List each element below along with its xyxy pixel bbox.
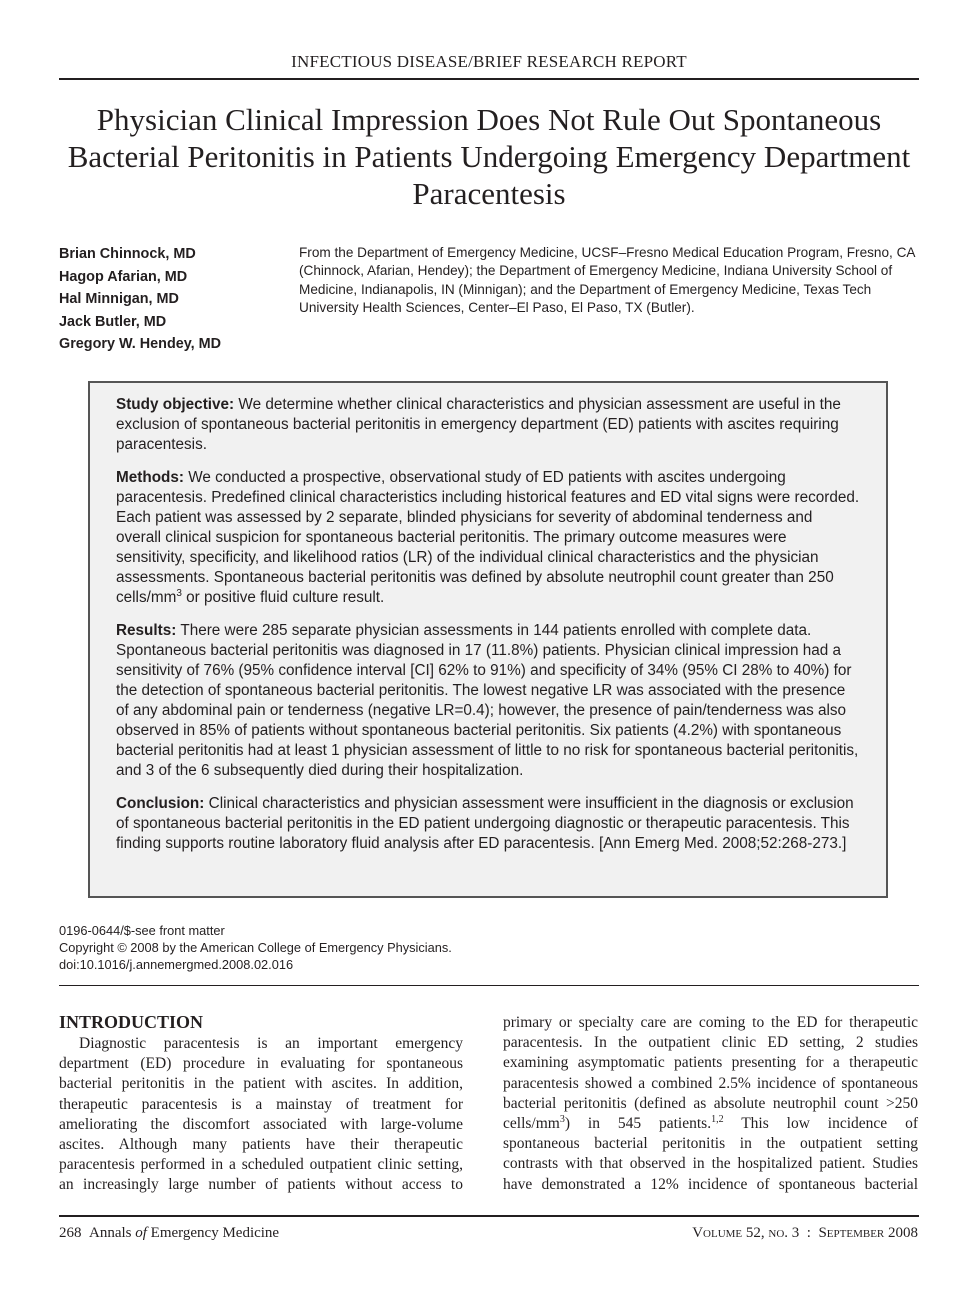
text-line: ascites. Although many patients have their therapeutic <box>59 1136 463 1154</box>
introduction-left-column <box>59 1034 463 1196</box>
issn-line: 0196-0644/$-see front matter <box>59 923 225 938</box>
doi-link[interactable]: doi:10.1016/j.annemergmed.2008.02.016 <box>59 957 294 972</box>
text-line: paracentesis showed a combined 2.5% incidence of spontaneous <box>503 1074 918 1092</box>
citation-link[interactable]: 1,2 <box>711 1113 724 1125</box>
abstract-conclusion <box>116 794 860 854</box>
conclusion-label: Conclusion: <box>116 795 205 812</box>
text-fragment: cells/mm <box>503 1115 560 1133</box>
methods-label: Methods: <box>116 469 184 486</box>
text-fragment: This low incidence of <box>723 1115 918 1133</box>
page-number: 268 <box>59 1225 82 1241</box>
abstract-box <box>88 381 888 898</box>
abstract-results <box>116 621 860 781</box>
introduction-right-column <box>503 1013 918 1195</box>
section-rule <box>59 985 919 986</box>
text-line: department (ED) procedure in evaluating for spontaneous <box>59 1055 463 1073</box>
text-line: primary or specialty care are coming to the ED for therapeutic <box>503 1014 918 1031</box>
abstract-objective <box>116 395 860 455</box>
text-line: spontaneous bacterial peritonitis in the outpatient setting <box>503 1135 918 1153</box>
footer-separator: : <box>806 1225 811 1241</box>
text-line: therapeutic paracentesis is a mainstay of treatment for <box>59 1095 463 1113</box>
methods-text: We conducted a prospective, observational study of ED patients with ascites undergoing paracentesis. Predefined clinical characteristics including historical features and ED vital signs were recorded. Each patient was assessed by 2 separate, blinded physicians for severity of abdominal tenderness and overall clinical suspicion for spontaneous bacterial peritonitis. The primary outcome measures were sensitivity, specificity, and likelihood ratios (LR) of the individual clinical characteristics and the physician assessments. Spontaneous bacterial peritonitis was defined by absolute neutrophil count greater than 250 cells/mm <box>116 469 860 606</box>
text-line: examining asymptomatic patients presenting for a therapeutic <box>503 1054 918 1072</box>
text-line <box>503 1114 918 1134</box>
objective-text: We determine whether clinical characteristics and physician assessment are useful in the exclusion of spontaneous bacterial peritonitis in emergency department (ED) patients with ascites requiring paracentesis. <box>116 396 841 453</box>
copyright-line: Copyright © 2008 by the American College of Emergency Physicians. <box>59 940 452 955</box>
text-line: bacterial peritonitis in the patient with ascites. In addition, <box>59 1075 463 1093</box>
text-line: bacterial peritonitis (defined as absolute neutrophil count >250 <box>503 1094 918 1112</box>
volume-issue: Volume 52, no. 3 <box>692 1225 800 1241</box>
header-rule <box>59 78 919 80</box>
introduction-heading: INTRODUCTION <box>59 1012 204 1032</box>
text-line: ameliorating the discomfort associated with large-volume <box>59 1115 463 1133</box>
text-line: have demonstrated a 12% incidence of spontaneous bacterial <box>503 1175 918 1193</box>
footer-rule <box>59 1215 919 1217</box>
section-label: INFECTIOUS DISEASE/BRIEF RESEARCH REPORT <box>291 52 687 71</box>
methods-text-end: or positive fluid culture result. <box>181 589 385 606</box>
author-list <box>59 243 279 356</box>
article-title: Physician Clinical Impression Does Not Rule Out Spontaneous Bacterial Peritonitis in Patients Undergoing Emergency Department Paracentesis <box>67 102 911 211</box>
issue-date: September 2008 <box>818 1225 918 1241</box>
results-label: Results: <box>116 622 177 639</box>
text-line: paracentesis. In the outpatient clinic ED setting, 2 studies <box>503 1034 918 1052</box>
footer-issue <box>692 1225 918 1242</box>
superscript: 3 <box>559 1113 565 1125</box>
methods-superscript: 3 <box>176 587 182 599</box>
results-text: There were 285 separate physician assessments in 144 patients enrolled with complete data. Spontaneous bacterial peritonitis was diagnosed in 17 (11.8%) patients. Physician clinical impression had a sensitivity of 76% (95% confidence interval [CI] 62% to 91%) and specificity of 34% (95% CI 28% to 40%) for the detection of spontaneous bacterial peritonitis. The lowest negative LR was associated with the presence of any abdominal pain or tenderness (negative LR=0.4); however, the presence of pain/tenderness was also observed in 85% of patients without spontaneous bacterial peritonitis. Six patients (4.2%) with spontaneous bacterial peritonitis had at least 1 physician assessment of little to no risk for spontaneous bacterial peritonitis, and 3 of the 6 subsequently died during their hospitalization. <box>116 622 859 779</box>
text-line: paracentesis performed in a scheduled outpatient clinic setting, <box>59 1156 463 1174</box>
text-line: contrasts with that observed in the hospitalized patient. Studies <box>503 1155 918 1173</box>
author-name: Gregory W. Hendey, MD <box>59 336 222 353</box>
author-name: Hagop Afarian, MD <box>59 268 188 285</box>
journal-name-part: of <box>135 1225 147 1241</box>
journal-name-part: Annals <box>89 1225 132 1241</box>
affiliation: From the Department of Emergency Medicine, UCSF–Fresno Medical Education Program, Fresno, CA (Chinnock, Afarian, Hendey); the Department of Emergency Medicine, Indiana University School of Medicine, Indianapolis, IN (Minnigan); and the Department of Emergency Medicine, Texas Tech University Health Sciences, Center–El Paso, El Paso, TX (Butler). <box>299 245 915 315</box>
front-matter <box>59 922 559 973</box>
author-name: Jack Butler, MD <box>59 313 167 330</box>
footer-journal <box>59 1225 279 1242</box>
text-line: an increasingly large number of patients without access to <box>59 1176 463 1194</box>
journal-name-part: Emergency Medicine <box>150 1225 280 1241</box>
text-line: Diagnostic paracentesis is an important emergency <box>79 1035 463 1052</box>
author-name: Brian Chinnock, MD <box>59 246 196 262</box>
abstract-methods <box>116 468 860 608</box>
objective-label: Study objective: <box>116 396 235 413</box>
text-fragment: ) in 545 patients. <box>564 1115 712 1133</box>
conclusion-text: Clinical characteristics and physician assessment were insufficient in the diagnosis or exclusion of spontaneous bacterial peritonitis in the ED patient undergoing diagnostic or therapeutic paracentesis. This finding supports routine laboratory fluid analysis after ED paracentesis. [Ann Emerg Med. 2008;52:268-273.] <box>116 795 854 852</box>
author-name: Hal Minnigan, MD <box>59 291 179 308</box>
